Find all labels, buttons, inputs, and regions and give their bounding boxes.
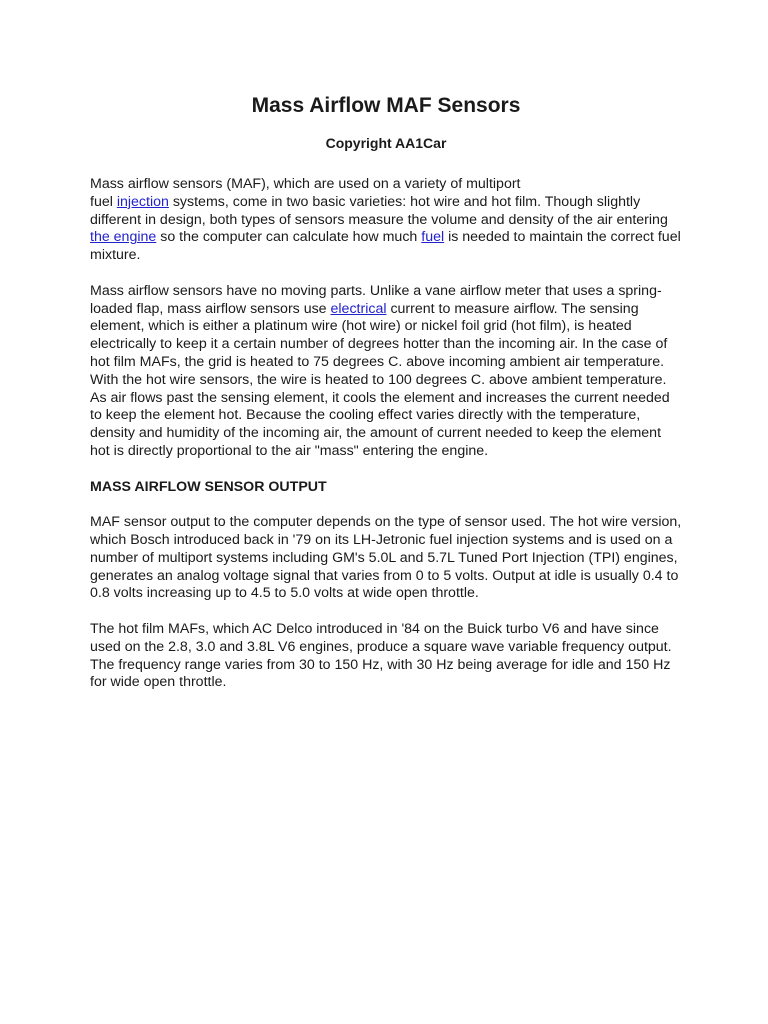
- sensor-operation-paragraph: [90, 283, 682, 461]
- intro-paragraph: [90, 176, 682, 265]
- injection-link[interactable]: injection: [116, 193, 169, 210]
- intro-text-4: so the computer can calculate how much: [156, 229, 422, 246]
- intro-text-3: systems, come in two basic varieties: hot wire and hot film. Though slightly different in design, both types of sensors measure the volume and density of the air entering: [90, 193, 668, 228]
- document-page: [90, 92, 682, 692]
- the-engine-link[interactable]: the engine: [90, 229, 157, 246]
- intro-text-5: is needed to maintain the correct fuel mixture.: [90, 229, 681, 264]
- hot-film-output-paragraph: The hot film MAFs, which AC Delco introduced in '84 on the Buick turbo V6 and have since used on the 2.8, 3.0 and 3.8L V6 engines, produce a square wave variable frequency output. The frequency range varies from 30 to 150 Hz, with 30 Hz being average for idle and 150 Hz for wide open throttle.: [90, 620, 672, 691]
- operation-text-2: current to measure airflow. The sensing element, which is either a platinum wire (hot wire) or nickel foil grid (hot film), is heated electrically to keep it a certain number of degrees hotter than the incoming air. In the case of hot film MAFs, the grid is heated to 75 degrees C. above incoming ambient air temperature. With the hot wire sensors, the wire is heated to 100 degrees C. above ambient temperature. As air flows past the sensing element, it cools the element and increases the current needed to keep the element hot. Because the cooling effect varies directly with the temperature, density and humidity of the incoming air, the amount of current needed to keep the element hot is directly proportional to the air "mass" entering the engine.: [90, 300, 670, 459]
- intro-text-2: fuel: [90, 193, 117, 210]
- copyright-subtitle: Copyright AA1Car: [325, 135, 447, 151]
- operation-text-1: Mass airflow sensors have no moving parts. Unlike a vane airflow meter that uses a spring-loaded flap, mass airflow sensors use: [90, 282, 662, 317]
- electrical-link[interactable]: electrical: [330, 300, 387, 317]
- fuel-link[interactable]: fuel: [421, 229, 445, 246]
- hot-wire-output-paragraph: MAF sensor output to the computer depends on the type of sensor used. The hot wire version, which Bosch introduced back in '79 on its LH-Jetronic fuel injection systems and is used on a number of multiport systems including GM's 5.0L and 5.7L Tuned Port Injection (TPI) engines, generates an analog voltage signal that varies from 0 to 5 volts. Output at idle is usually 0.4 to 0.8 volts increasing up to 4.5 to 5.0 volts at wide open throttle.: [90, 514, 682, 602]
- intro-text-1: Mass airflow sensors (MAF), which are used on a variety of multiport: [90, 176, 521, 192]
- section-heading-output: MASS AIRFLOW SENSOR OUTPUT: [90, 478, 327, 495]
- page-title: Mass Airflow MAF Sensors: [251, 94, 521, 117]
